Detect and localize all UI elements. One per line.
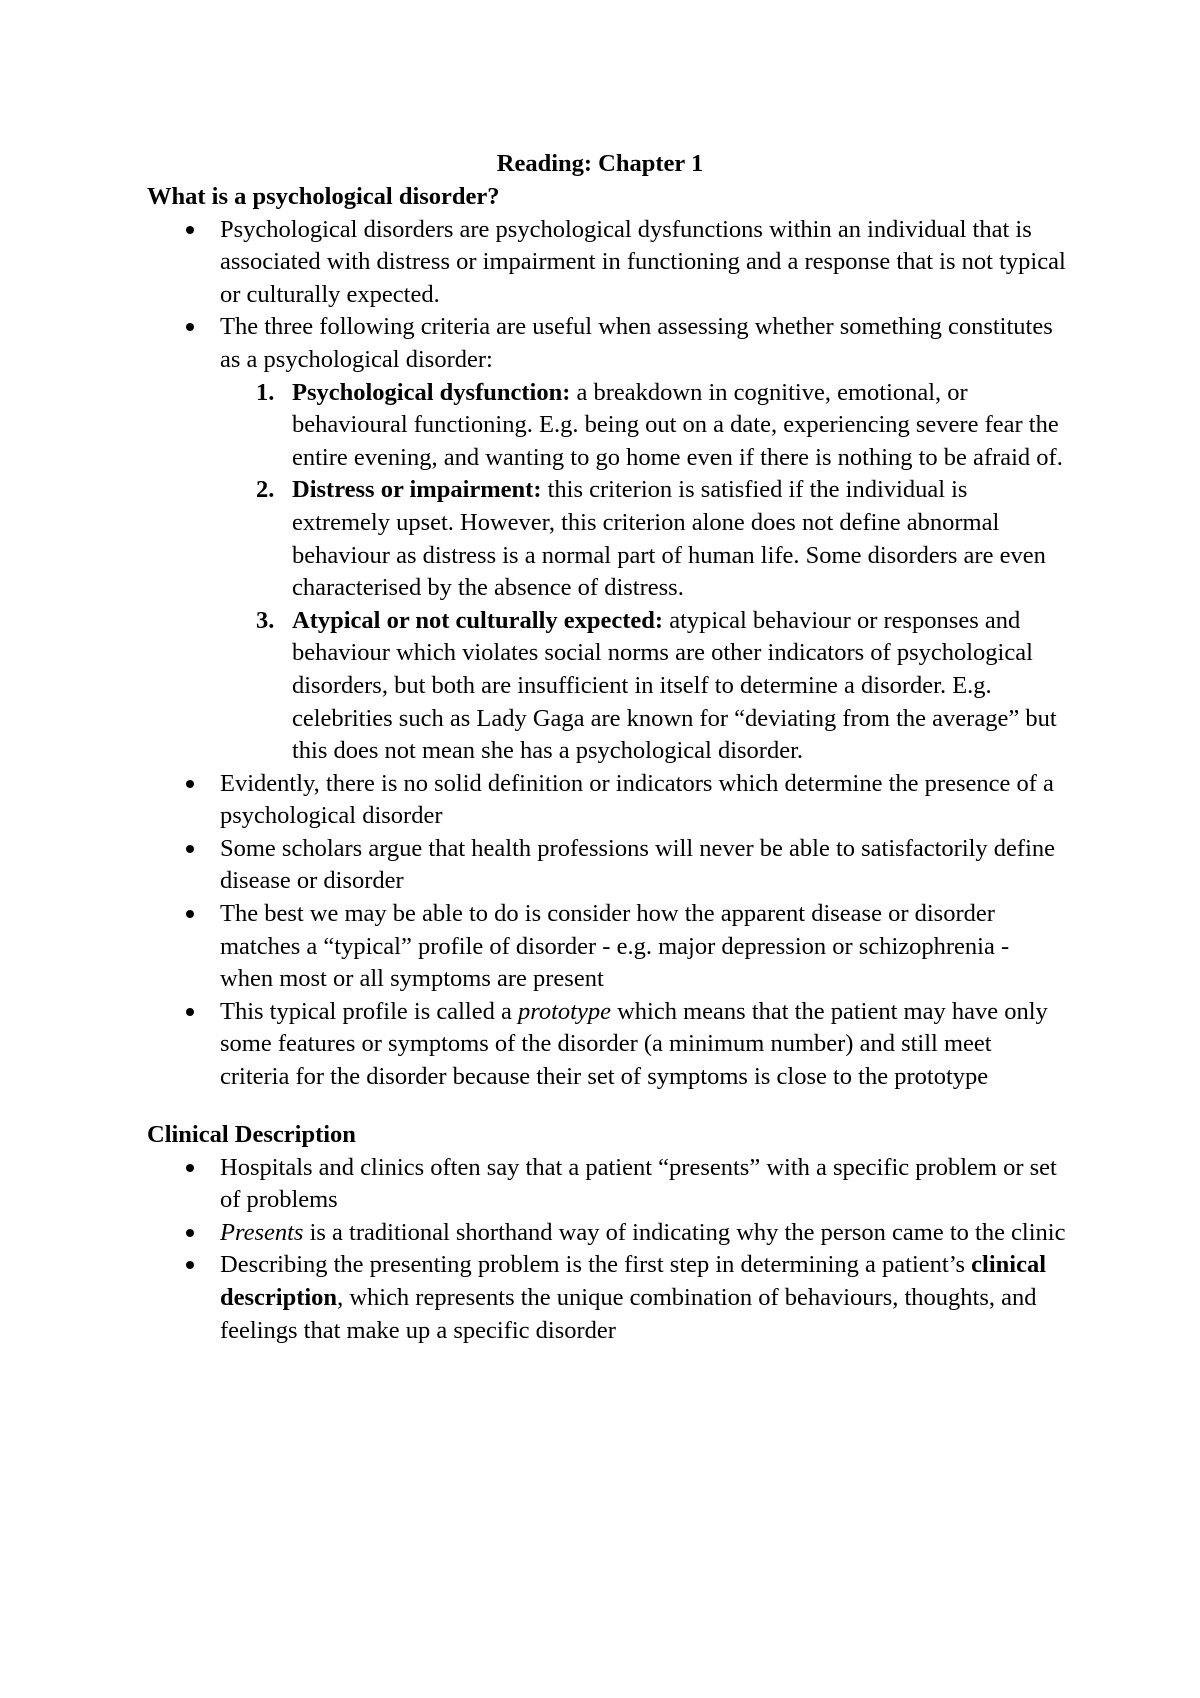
italic-term: Presents — [220, 1218, 304, 1246]
criterion-term: Psychological dysfunction: — [292, 378, 571, 406]
criterion-item — [256, 377, 1067, 475]
bullet-icon — [186, 1164, 194, 1172]
criterion-number: 2. — [256, 476, 275, 504]
section-clinical-description — [147, 1119, 1067, 1347]
criterion-term: Distress or impairment: — [292, 476, 542, 504]
criterion-number: 1. — [256, 378, 275, 406]
list-item-text: The three following criteria are useful when assessing whether something constitutes as a psychological disorder: — [220, 313, 1053, 373]
list-item — [220, 1217, 1067, 1250]
section-heading: What is a psychological disorder? — [147, 183, 500, 210]
bullet-icon — [186, 1229, 194, 1237]
bullet-icon — [186, 845, 194, 853]
list-item — [220, 214, 1067, 312]
italic-term: prototype — [517, 997, 611, 1025]
criterion-text: a breakdown in cognitive, emotional, or behavioural functioning. E.g. being out on a date, experiencing severe fear the entire evening, and wanting to go home even if there is nothing to be afraid of. — [292, 378, 1063, 471]
list-item-text: Psychological disorders are psychological dysfunctions within an individual that is associated with distress or impairment in functioning and a response that is not typical or culturally expected. — [220, 215, 1066, 308]
list-item-text-start: This typical profile is called a — [220, 997, 518, 1025]
criterion-item — [256, 474, 1067, 604]
list-item — [220, 768, 1067, 833]
bullet-list — [147, 1152, 1067, 1348]
bullet-list — [147, 214, 1067, 1094]
document-title: Reading: Chapter 1 — [496, 150, 704, 177]
list-item-text-end: , which represents the unique combination of behaviours, thoughts, and feelings that make up a specific disorder — [220, 1283, 1037, 1344]
list-item — [220, 996, 1067, 1094]
bullet-icon — [186, 1008, 194, 1016]
list-item — [220, 833, 1067, 898]
list-item — [220, 1249, 1067, 1347]
bullet-icon — [186, 1261, 194, 1269]
criterion-term: Atypical or not culturally expected: — [292, 606, 664, 634]
criterion-text: atypical behaviour or responses and behaviour which violates social norms are other indicators of psychological disorders, but both are insufficient in itself to determine a disorder. E.g. celebrities such as Lady Gaga are known for “deviating from the average” but this does not mean she has a psychological disorder. — [292, 606, 1057, 765]
list-item — [220, 898, 1067, 996]
list-item — [220, 1152, 1067, 1217]
criterion-item — [256, 605, 1067, 768]
section-psychological-disorder — [147, 181, 1067, 1094]
list-item-text-start: Describing the presenting problem is the first step in determining a patient’s — [220, 1251, 972, 1279]
list-item-text: Hospitals and clinics often say that a patient “presents” with a specific problem or set of problems — [220, 1153, 1057, 1214]
list-item-text: Evidently, there is no solid definition or indicators which determine the presence of a psychological disorder — [220, 769, 1054, 830]
bullet-icon — [186, 910, 194, 918]
bold-term: clinical description — [220, 1251, 1047, 1311]
criteria-list — [220, 377, 1067, 768]
list-item-text: The best we may be able to do is consider how the apparent disease or disorder matches a “typical” profile of disorder - e.g. major depression or schizophrenia - when most or all symptoms are present — [220, 900, 1010, 993]
criterion-number: 3. — [256, 606, 275, 634]
bullet-icon — [186, 226, 194, 234]
list-item — [220, 311, 1067, 767]
bullet-icon — [186, 323, 194, 331]
section-heading: Clinical Description — [147, 1121, 356, 1148]
bullet-icon — [186, 780, 194, 788]
list-item-text-end: which means that the patient may have only some features or symptoms of the disorder (a minimum number) and still meet criteria for the disorder because their set of symptoms is close to the prototype — [220, 997, 1048, 1091]
list-item-text-end: is a traditional shorthand way of indicating why the person came to the clinic — [303, 1218, 1066, 1246]
criterion-text: this criterion is satisfied if the individual is extremely upset. However, this criterion alone does not define abnormal behaviour as distress is a normal part of human life. Some disorders are even characterised by the absence of distress. — [292, 476, 1046, 602]
list-item-text: Some scholars argue that health professions will never be able to satisfactorily define disease or disorder — [220, 834, 1056, 895]
